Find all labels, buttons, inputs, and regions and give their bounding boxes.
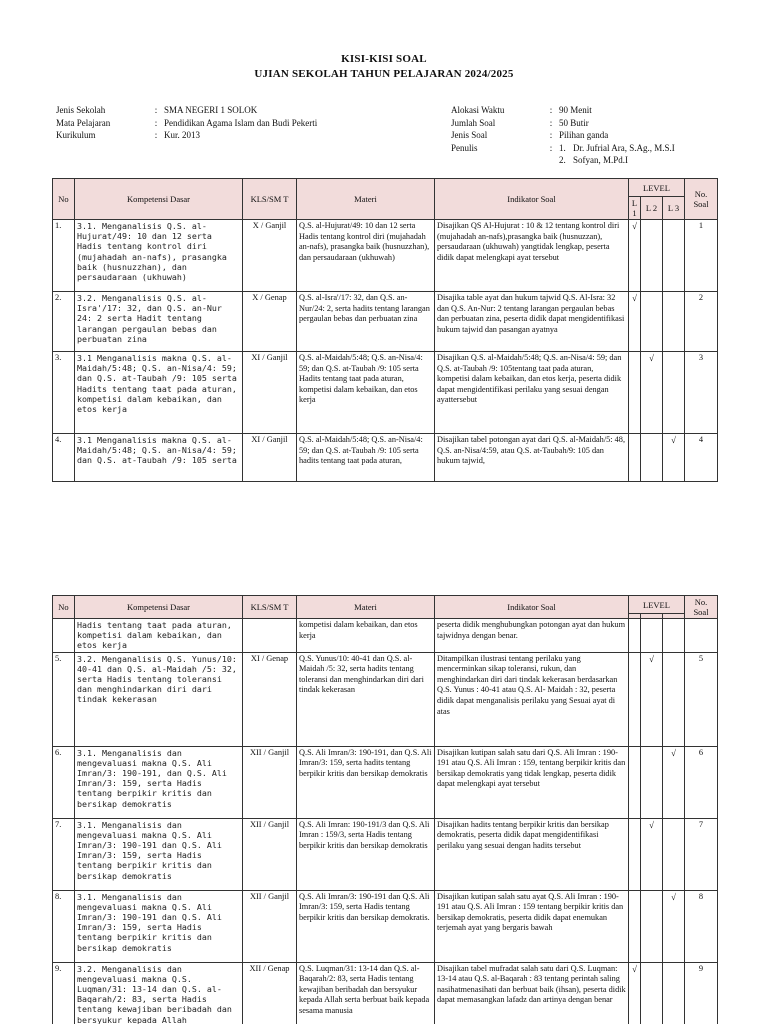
row-kompetensi-dasar: 3.1. Menganalisis dan mengevaluasi makna Q.S. Ali Imran/3: 190-191, dan Q.S. Ali Imran/3: 159, serta Hadis tentang berpikir kritis dan bersikap demokratis bbox=[75, 746, 243, 818]
row-level-3 bbox=[663, 220, 685, 292]
penulis-item bbox=[559, 154, 675, 167]
row-no: 2. bbox=[53, 292, 75, 352]
row-kls: XI / Ganjil bbox=[243, 434, 297, 482]
row-materi: Q.S. Luqman/31: 13-14 dan Q.S. al-Baqarah/2: 83, serta Hadis tentang kewajiban beribadah dan bersyukur kepada Allah serta berbuat baik kepada sesama manusia bbox=[297, 962, 435, 1024]
row-level-1 bbox=[629, 890, 641, 962]
row-kls: XII / Genap bbox=[243, 962, 297, 1024]
row-kompetensi-dasar: Hadis tentang taat pada aturan, kompetisi dalam kebaikan, dan etos kerja bbox=[75, 619, 243, 653]
header-kompetensi-dasar: Kompetensi Dasar bbox=[75, 179, 243, 220]
info-value: Pilihan ganda bbox=[559, 130, 609, 140]
row-level-1 bbox=[629, 746, 641, 818]
table-row bbox=[53, 962, 718, 1024]
row-indikator: Disajikan hadits tentang berpikir kritis dan bersikap demokratis, peserta didik dapat mengidentifikasi perilaku yang sesuai dengan hadits tersebut bbox=[435, 818, 629, 890]
info-row-alokasi-waktu bbox=[451, 104, 675, 117]
penulis-item bbox=[559, 142, 675, 155]
row-kompetensi-dasar: 3.1 Menganalisis makna Q.S. al-Maidah/5:48; Q.S. an-Nisa/4: 59; dan Q.S. at-Taubah /9: 105 serta Hadits tentang taat pada aturan, kompetisi dalam kebaikan, dan etos kerja bbox=[75, 352, 243, 434]
table-row bbox=[53, 220, 718, 292]
row-kompetensi-dasar: 3.2. Menganalisis Q.S. al-Isra'/17: 32, dan Q.S. an-Nur 24: 2 serta Hadit tentang larangan pergaulan bebas dan perbuatan zina bbox=[75, 292, 243, 352]
info-key: Jumlah Soal bbox=[451, 117, 496, 128]
penulis-list bbox=[559, 142, 675, 167]
info-key: Jenis Soal bbox=[451, 130, 488, 140]
info-sep: : bbox=[549, 130, 553, 140]
info-row-jumlah-soal bbox=[451, 117, 675, 130]
row-no-soal: 6 bbox=[685, 746, 718, 818]
row-no bbox=[53, 619, 75, 653]
row-level-2: √ bbox=[641, 818, 663, 890]
row-no-soal: 1 bbox=[685, 220, 718, 292]
row-level-1 bbox=[629, 352, 641, 434]
info-sep: : bbox=[549, 105, 553, 115]
row-level-1 bbox=[629, 652, 641, 746]
row-indikator: peserta didik menghubungkan potongan ayat dan hukum tajwidnya dengan benar. bbox=[435, 619, 629, 653]
info-row-penulis bbox=[451, 142, 675, 167]
table-row bbox=[53, 890, 718, 962]
row-kls: XI / Ganjil bbox=[243, 352, 297, 434]
row-no-soal: 9 bbox=[685, 962, 718, 1024]
row-level-1 bbox=[629, 434, 641, 482]
row-indikator: Disajikan kutipan salah satu dari Q.S. Ali Imran : 190-191 atau Q.S. Ali Imran : 159, tentang berpikir kritis dan bersikap demokratis yang tidak lengkap, peserta didik dapat melengkapi ayat tersebut bbox=[435, 746, 629, 818]
row-no: 6. bbox=[53, 746, 75, 818]
document-title: KISI-KISI SOAL bbox=[341, 53, 427, 65]
row-kompetensi-dasar: 3.1. Menganalisis dan mengevaluasi makna Q.S. Ali Imran/3: 190-191 dan Q.S. Ali Imran/3: 159, serta Hadis tentang berpikir kritis dan bersikap demokratis bbox=[75, 818, 243, 890]
row-level-3 bbox=[663, 292, 685, 352]
penulis-name: Sofyan, M.Pd.I bbox=[573, 155, 629, 165]
info-value: 90 Menit bbox=[559, 105, 592, 115]
row-kompetensi-dasar: 3.2. Menganalisis Q.S. Yunus/10: 40-41 dan Q.S. al-Maidah /5: 32, serta Hadis tentang toleransi dan menghindarkan diri dari tindak kekerasan bbox=[75, 652, 243, 746]
row-level-3 bbox=[663, 962, 685, 1024]
row-level-1 bbox=[629, 619, 641, 653]
row-level-2 bbox=[641, 434, 663, 482]
row-materi: Q.S. Ali Imran/3: 190-191, dan Q.S. Ali Imran/3: 159, serta hadits tentang berpikir kritis dan bersikap demokratis bbox=[297, 746, 435, 818]
header-no-soal: No. Soal bbox=[685, 596, 718, 619]
row-level-2 bbox=[641, 962, 663, 1024]
row-no-soal: 2 bbox=[685, 292, 718, 352]
header-kls-smt: KLS/SM T bbox=[243, 179, 297, 220]
row-level-2 bbox=[641, 619, 663, 653]
info-sep: : bbox=[154, 117, 158, 128]
row-indikator: Disajikan tabel potongan ayat dari Q.S. al-Maidah/5: 48, Q.S. an-Nisa/4:59, atau Q.S. at-Taubah/9: 105 dan hukum tajwid, bbox=[435, 434, 629, 482]
info-sep: : bbox=[154, 105, 158, 115]
row-level-3 bbox=[663, 352, 685, 434]
row-no-soal: 4 bbox=[685, 434, 718, 482]
kisi-kisi-table-page-2 bbox=[52, 595, 718, 1024]
row-materi: Q.S. Yunus/10: 40-41 dan Q.S. al-Maidah /5: 32, serta hadits tentang toleransi dan menghindarkan diri dari tindak kekerasan bbox=[297, 652, 435, 746]
header-level: LEVEL bbox=[629, 179, 685, 197]
info-sep: : bbox=[154, 130, 158, 140]
row-kls: XI / Genap bbox=[243, 652, 297, 746]
info-sep: : bbox=[549, 117, 553, 128]
header-no-soal: No. Soal bbox=[685, 179, 718, 220]
row-no: 9. bbox=[53, 962, 75, 1024]
header-level-3: L 3 bbox=[663, 197, 685, 220]
info-row-kurikulum bbox=[56, 129, 317, 142]
row-level-1: √ bbox=[629, 292, 641, 352]
row-indikator: Ditampilkan ilustrasi tentang perilaku yang mencerminkan sikap toleransi, rukun, dan menghindarkan diri dari tindak kekerasan berdasarkan Q.S. Yunus : 40-41 atau Q.S. Al- Maidah : 32, peserta didik dapat menganalisis perilaku yang Sesuai ayat di atas bbox=[435, 652, 629, 746]
row-kls bbox=[243, 619, 297, 653]
row-kompetensi-dasar: 3.1. Menganalisis Q.S. al-Hujurat/49: 10 dan 12 serta Hadis tentang kontrol diri (mujahadah an-nafs), prasangka baik (husnuzzhan), dan persaudaraan (ukhuwah) bbox=[75, 220, 243, 292]
penulis-number: 2. bbox=[559, 155, 566, 165]
row-level-3 bbox=[663, 652, 685, 746]
document-subtitle: UJIAN SEKOLAH TAHUN PELAJARAN 2024/2025 bbox=[254, 68, 514, 80]
row-indikator: Disajikan QS Al-Hujurat : 10 & 12 tentang kontrol diri (mujahadah an-nafs),prasangka baik (husnuzzan), persaudaraan (ukhuwah) yangtidak lengkap, peserta didik dapat melengkapi ayat tersebut bbox=[435, 220, 629, 292]
row-kls: X / Ganjil bbox=[243, 220, 297, 292]
row-level-2 bbox=[641, 292, 663, 352]
row-level-2: √ bbox=[641, 352, 663, 434]
header-level-2: L 2 bbox=[641, 197, 663, 220]
row-no: 3. bbox=[53, 352, 75, 434]
info-key: Mata Pelajaran bbox=[56, 117, 111, 128]
info-key: Jenis Sekolah bbox=[56, 105, 106, 115]
table-row bbox=[53, 652, 718, 746]
header-kompetensi-dasar: Kompetensi Dasar bbox=[75, 596, 243, 619]
row-no-soal bbox=[685, 619, 718, 653]
row-indikator: Disajikan tabel mufradat salah satu dari Q.S. Luqman: 13-14 atau Q.S. al-Baqarah : 83 tentang perintah saling nasihatmenasihati dan berbuat baik (ihsan), peserta didik dapat memasangkan lafadz dan artinya dengan benar bbox=[435, 962, 629, 1024]
info-row-mata-pelajaran bbox=[56, 117, 317, 130]
table-row bbox=[53, 746, 718, 818]
row-no: 1. bbox=[53, 220, 75, 292]
row-no-soal: 8 bbox=[685, 890, 718, 962]
row-materi: Q.S. al-Isra'/17: 32, dan Q.S. an-Nur/24: 2, serta hadits tentang larangan pergaulan bebas dan perbuatan zina bbox=[297, 292, 435, 352]
info-row-jenis-soal bbox=[451, 129, 675, 142]
info-value: Pendidikan Agama Islam dan Budi Pekerti bbox=[164, 117, 318, 128]
row-materi: Q.S. Ali Imran: 190-191/3 dan Q.S. Ali Imran : 159/3, serta Hadis tentang berpikir kritis dan bersikap demokratis bbox=[297, 818, 435, 890]
kisi-kisi-table-page-1 bbox=[52, 178, 718, 482]
header-no: No bbox=[53, 179, 75, 220]
header-indikator-soal: Indikator Soal bbox=[435, 596, 629, 619]
info-value: 50 Butir bbox=[559, 117, 589, 128]
row-indikator: Disajikan Q.S. al-Maidah/5:48; Q.S. an-Nisa/4: 59; dan Q.S. at-Taubah /9: 105tentang taat pada aturan, kompetisi dalam kebaikan, dan etos kerja, peserta didik dapat mengidentifikasi perilaku yang sesuai dengan ayattersebut bbox=[435, 352, 629, 434]
table-row bbox=[53, 352, 718, 434]
info-value: Kur. 2013 bbox=[164, 130, 200, 140]
header-indikator-soal: Indikator Soal bbox=[435, 179, 629, 220]
row-kompetensi-dasar: 3.1 Menganalisis makna Q.S. al-Maidah/5:48; Q.S. an-Nisa/4: 59; dan Q.S. at-Taubah /9: 105 serta bbox=[75, 434, 243, 482]
info-sep: : bbox=[549, 142, 553, 153]
header-materi: Materi bbox=[297, 596, 435, 619]
row-no: 7. bbox=[53, 818, 75, 890]
row-level-3 bbox=[663, 619, 685, 653]
row-level-1: √ bbox=[629, 962, 641, 1024]
penulis-number: 1. bbox=[559, 142, 566, 153]
row-level-3: √ bbox=[663, 890, 685, 962]
row-kompetensi-dasar: 3.2. Menganalisis dan mengevaluasi makna Q.S. Luqman/31: 13-14 dan Q.S. al-Baqarah/2: 83, serta Hadis tentang kewajiban beribadah dan bersyukur kepada Allah bbox=[75, 962, 243, 1024]
info-key: Alokasi Waktu bbox=[451, 105, 505, 115]
header-level: LEVEL bbox=[629, 596, 685, 614]
info-value: SMA NEGERI 1 SOLOK bbox=[164, 105, 258, 115]
row-no: 5. bbox=[53, 652, 75, 746]
row-no: 8. bbox=[53, 890, 75, 962]
row-materi: Q.S. al-Maidah/5:48; Q.S. an-Nisa/4: 59; dan Q.S. at-Taubah /9: 105 serta Hadits tentang taat pada aturan, kompetisi dalam kebaikan, dan etos kerja bbox=[297, 352, 435, 434]
row-materi: kompetisi dalam kebaikan, dan etos kerja bbox=[297, 619, 435, 653]
school-info bbox=[56, 104, 317, 142]
row-materi: Q.S. Ali Imran/3: 190-191 dan Q.S. Ali Imran/3: 159, serta Hadis tentang berpikir kritis dan bersikap demokratis. bbox=[297, 890, 435, 962]
table-row bbox=[53, 619, 718, 653]
row-level-3: √ bbox=[663, 434, 685, 482]
row-materi: Q.S. al-Maidah/5:48; Q.S. an-Nisa/4: 59; dan Q.S. at-Taubah /9: 105 serta hadits tentang taat pada aturan, bbox=[297, 434, 435, 482]
header-materi: Materi bbox=[297, 179, 435, 220]
header-kls-smt: KLS/SM T bbox=[243, 596, 297, 619]
row-kls: X / Genap bbox=[243, 292, 297, 352]
row-level-2: √ bbox=[641, 652, 663, 746]
row-kls: XII / Ganjil bbox=[243, 890, 297, 962]
row-no: 4. bbox=[53, 434, 75, 482]
info-key: Penulis bbox=[451, 142, 478, 153]
header-level-1: L 1 bbox=[629, 197, 641, 220]
row-level-2 bbox=[641, 220, 663, 292]
row-no-soal: 3 bbox=[685, 352, 718, 434]
penulis-name: Dr. Jufrial Ara, S.Ag., M.S.I bbox=[573, 142, 675, 153]
row-no-soal: 5 bbox=[685, 652, 718, 746]
row-kls: XII / Ganjil bbox=[243, 818, 297, 890]
row-level-1: √ bbox=[629, 220, 641, 292]
table-row bbox=[53, 434, 718, 482]
row-level-2 bbox=[641, 890, 663, 962]
row-level-1 bbox=[629, 818, 641, 890]
header-no: No bbox=[53, 596, 75, 619]
row-indikator: Disajikan kutipan salah satu ayat Q.S. Ali Imran : 190-191 atau Q.S. Ali Imran : 159 tentang berpikir kritis dan bersikap demokratis, peserta didik dapat enemukan terjemah ayat yang bergaris bawah bbox=[435, 890, 629, 962]
row-materi: Q.S. al-Hujurat/49: 10 dan 12 serta Hadis tentang kontrol diri (mujahadah an-nafs), prasangka baik (husnuzzhan), dan persaudaraan (ukhuwah) bbox=[297, 220, 435, 292]
row-level-3: √ bbox=[663, 746, 685, 818]
exam-info bbox=[451, 104, 675, 167]
row-kompetensi-dasar: 3.1. Menganalisis dan mengevaluasi makna Q.S. Ali Imran/3: 190-191 dan Q.S. Ali Imran/3: 159, serta Hadis tentang berpikir kritis dan bersikap demokratis bbox=[75, 890, 243, 962]
row-kls: XII / Ganjil bbox=[243, 746, 297, 818]
table-row bbox=[53, 292, 718, 352]
row-no-soal: 7 bbox=[685, 818, 718, 890]
row-level-3 bbox=[663, 818, 685, 890]
row-indikator: Disajika table ayat dan hukum tajwid Q.S. Al-Isra: 32 dan Q.S. An-Nur: 2 tentang larangan pergaulan bebas dan perbuatan zina, peserta didik dapat mengidentifikasi hukum tajwid dan pasangan ayatnya bbox=[435, 292, 629, 352]
row-level-2 bbox=[641, 746, 663, 818]
info-key: Kurikulum bbox=[56, 130, 96, 140]
info-row-jenis-sekolah bbox=[56, 104, 317, 117]
table-row bbox=[53, 818, 718, 890]
